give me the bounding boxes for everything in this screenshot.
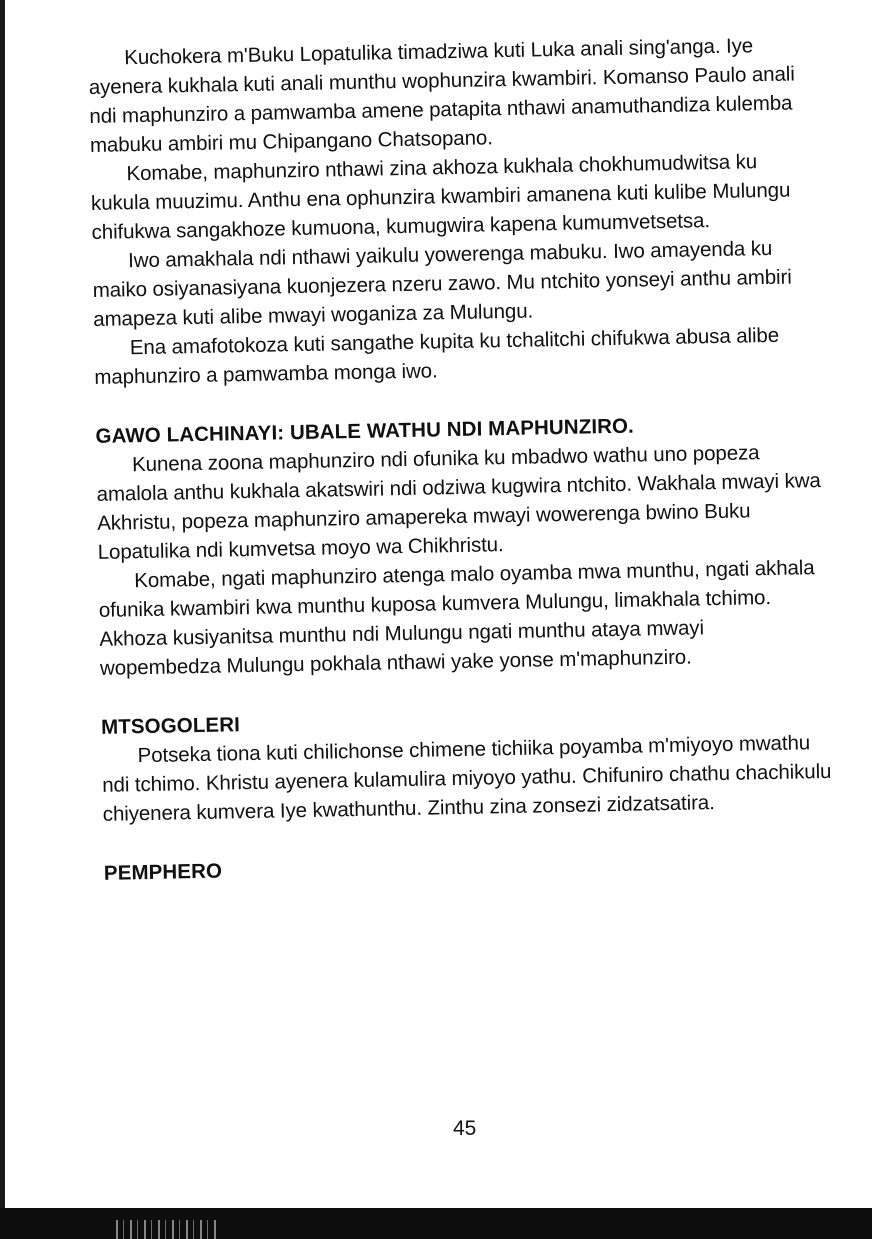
section-four-heading: GAWO LACHINAYI: UBALE WATHU NDI MAPHUNZIRO. <box>95 414 635 448</box>
page-body <box>88 30 834 888</box>
scan-left-edge <box>0 0 5 1210</box>
intro-paragraph-4: Ena amafotokoza kuti sangathe kupita ku tchalitchi chifukwa abusa alibe maphunziro a pamwamba monga iwo. <box>94 323 780 389</box>
section-four-paragraph-2: Komabe, ngati maphunziro atenga malo oyamba mwa munthu, ngati akhala ofunika kwambiri kwa munthu kuposa kumvera Mulungu, limakhala tchimo. Akhoza kusiyanitsa munthu ndi Mulungu ngati munthu ataya mwayi wopembedza Mulungu pokhala nthawi yake yonse m'maphunziro. <box>98 556 815 680</box>
intro-paragraph-2: Komabe, maphunziro nthawi zina akhoza kukhala chokhumudwitsa ku kukula muuzimu. Anthu ena ophunzira kwambiri amanena kuti kulibe Mulungu chifukwa sangakhoze kumuona, kumugwira kapena kumumvetsetsa. <box>90 150 791 244</box>
intro-paragraph-1: Kuchokera m'Buku Lopatulika timadziwa kuti Luka anali sing'anga. Iye ayenera kukhala kuti anali munthu wophunzira kwambiri. Komanso Paulo anali ndi maphunziro a pamwamba amene patapita nthawi anamuthandiza kulemba mabuku ambiri mu Chipangano Chatsopano. <box>88 34 795 157</box>
intro-paragraph-3: Iwo amakhala ndi nthawi yaikulu yowerenga mabuku. Iwo amayenda ku maiko osiyanasiyana kuonjezera nzeru zawo. Mu ntchito yonseyi anthu ambiri amapeza kuti alibe mwayi woganiza za Mulungu. <box>92 236 792 331</box>
page-number: 45 <box>453 1117 477 1140</box>
conclusion-heading: MTSOGOLERI <box>100 713 241 739</box>
prayer-heading: PEMPHERO <box>103 859 223 885</box>
conclusion-paragraph: Potseka tiona kuti chilichonse chimene tichiika poyamba m'miyoyo mwathu ndi tchimo. Khristu ayenera kulamulira miyoyo yathu. Chifuniro chathu chachikulu chiyenera kumvera Iye kwathunthu. Zinthu zina zonsezi zidzatsatira. <box>102 731 832 826</box>
scan-bottom-edge <box>0 1208 872 1239</box>
section-four-paragraph-1: Kunena zoona maphunziro ndi ofunika ku mbadwo wathu uno popeza amalola anthu kukhala akatswiri ndi odziwa kugwira ntchito. Wakhala mwayi kwa Akhristu, popeza maphunziro amapereka mwayi wowerenga bwino Buku Lopatulika ndi kumvetsa moyo wa Chikhristu. <box>96 441 821 564</box>
